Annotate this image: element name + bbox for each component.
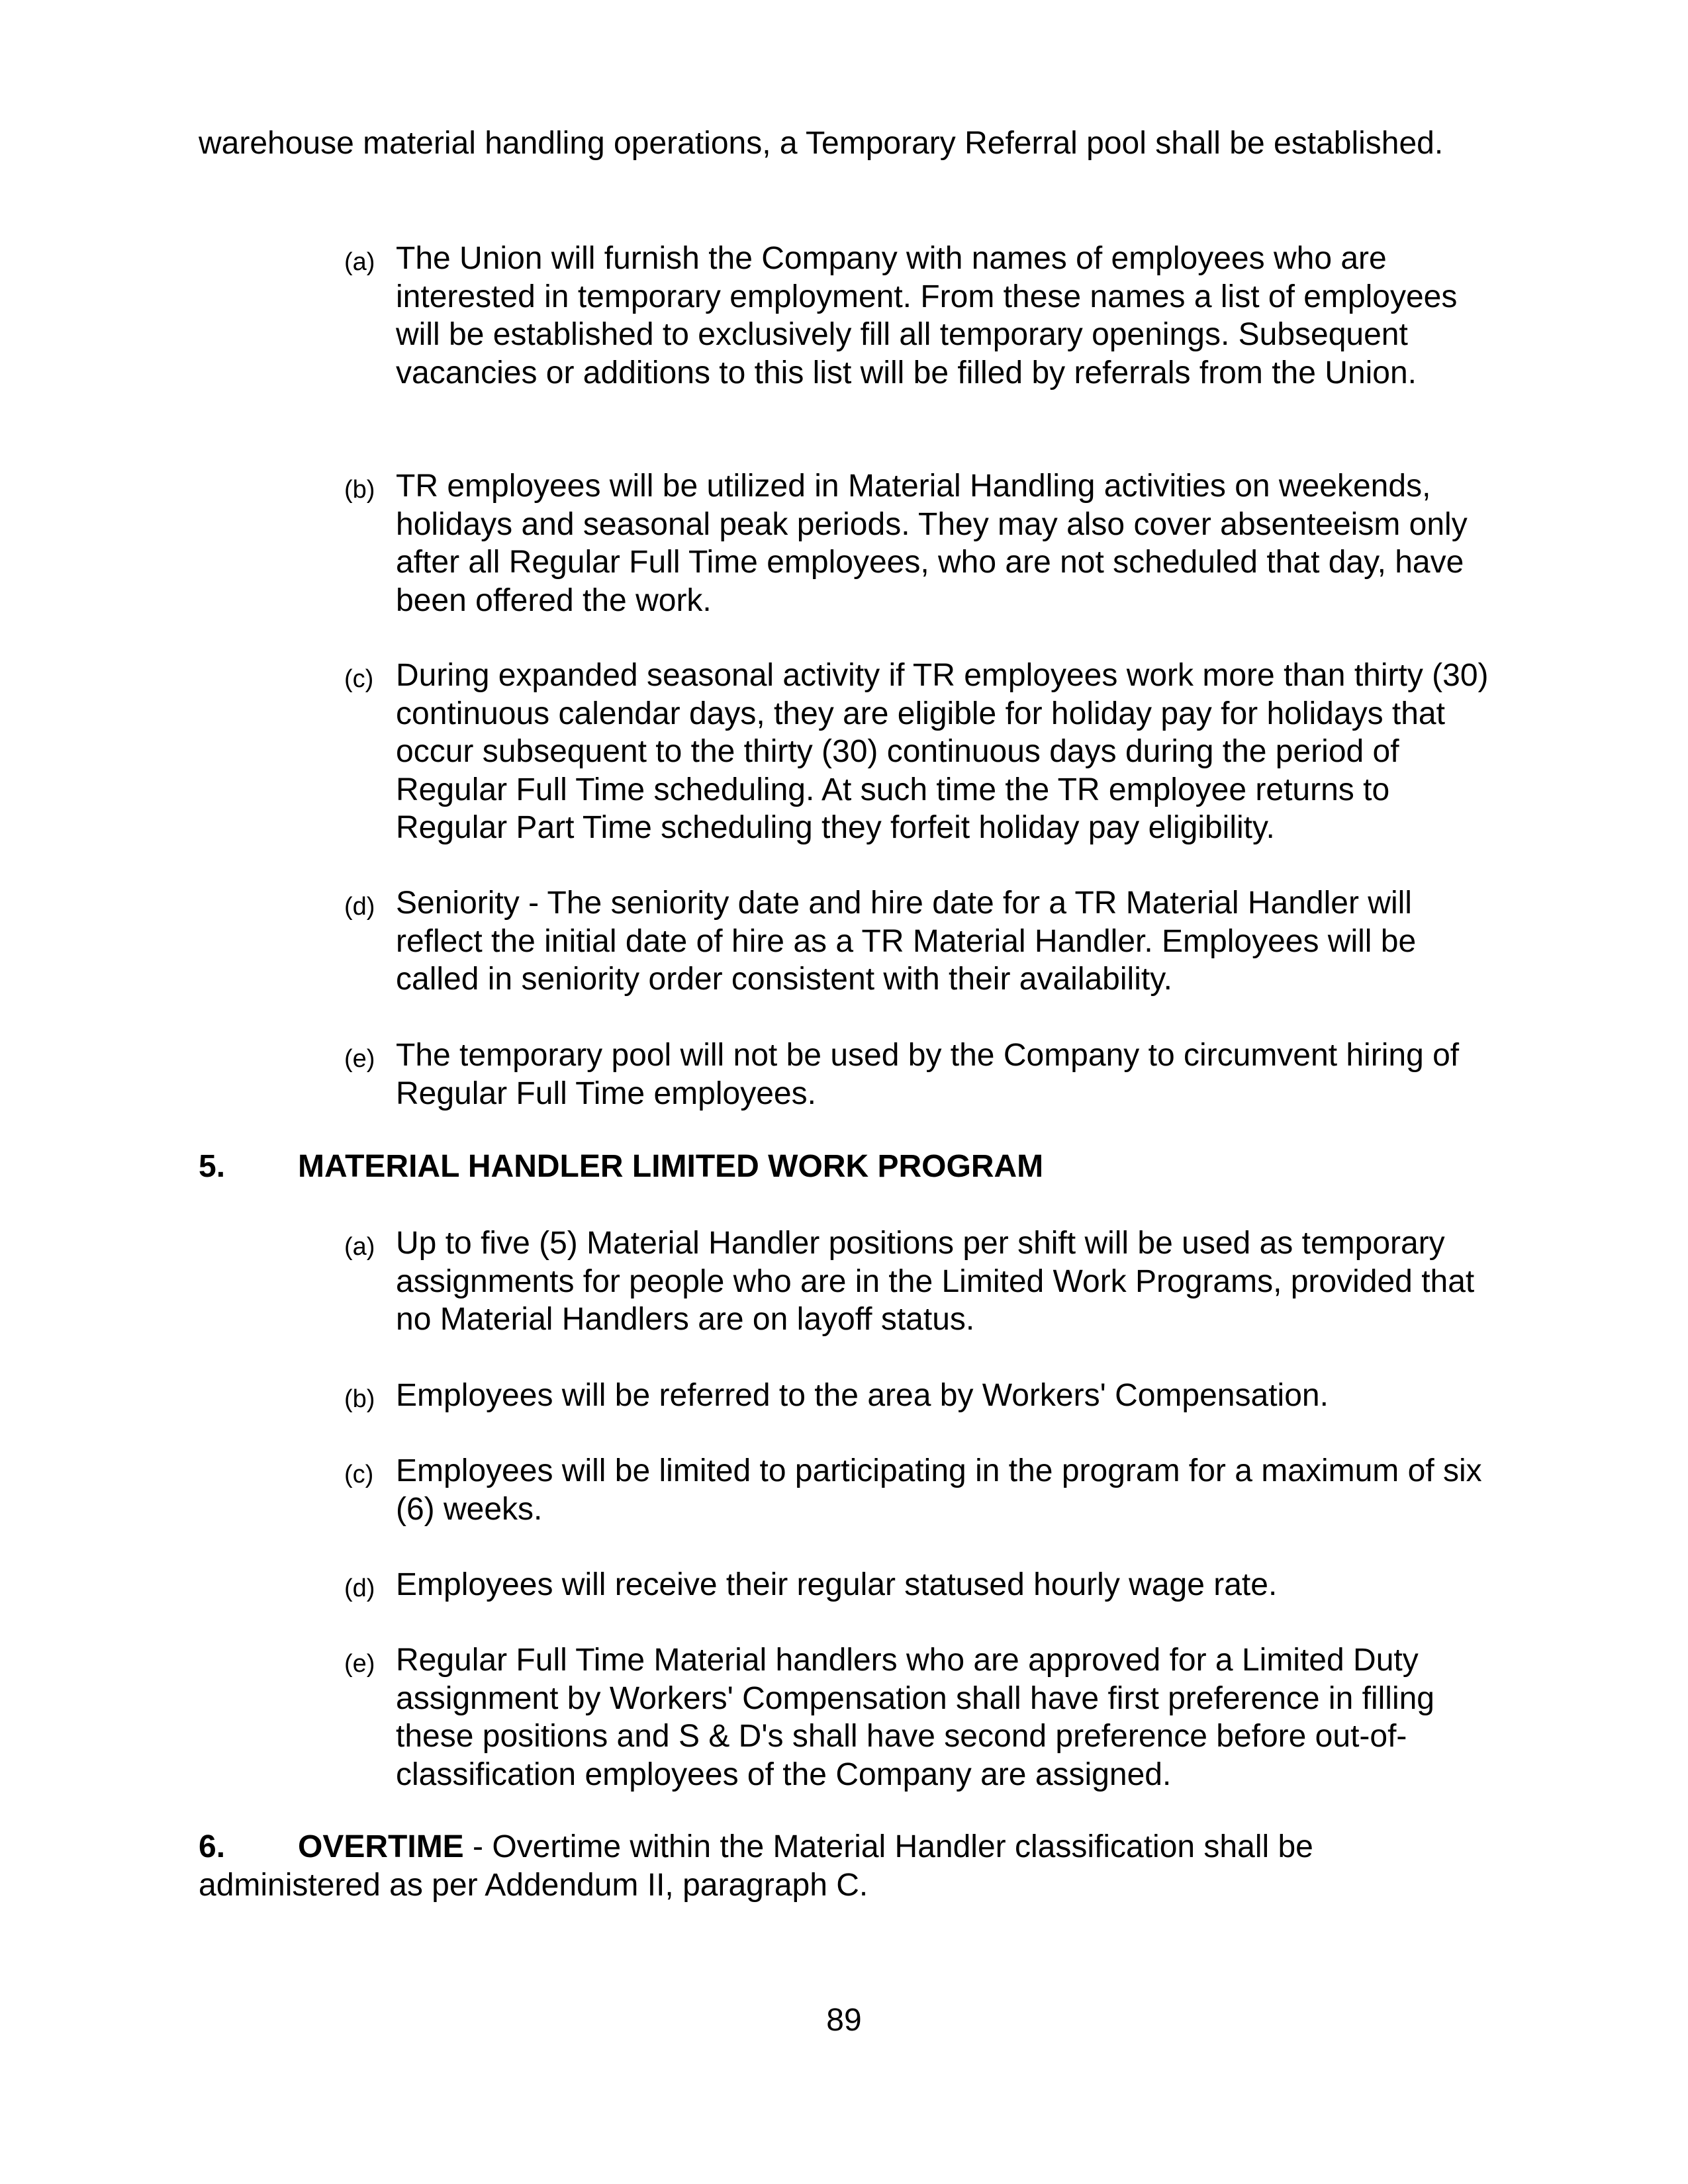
section-number: 5. — [199, 1149, 226, 1184]
intro-paragraph: warehouse material handling operations, a Temporary Referral pool shall be established. — [199, 126, 1444, 161]
list-item — [344, 240, 1496, 392]
item-text: Up to five (5) Material Handler positions per shift will be used as temporary assignments for people who are in the Limited Work Programs, provided that no Material Handlers are on layoff status. — [396, 1226, 1475, 1337]
section-title: MATERIAL HANDLER LIMITED WORK PROGRAM — [298, 1149, 1044, 1184]
list-item — [344, 467, 1496, 619]
item-text: Employees will be limited to participating in the program for a maximum of six (6) weeks. — [396, 1453, 1482, 1527]
section-heading — [199, 1148, 1489, 1186]
item-marker: (c) — [344, 1461, 374, 1488]
item-text: During expanded seasonal activity if TR employees work more than thirty (30) continuous calendar days, they are eligible for holiday pay for holidays that occur subsequent to the thirty (30) continuous days during the period of Regular Full Time scheduling. At such time the TR employee returns to Regular Part Time scheduling they forfeit holiday pay eligibility. — [396, 658, 1489, 845]
item-text: The temporary pool will not be used by the Company to circumvent hiring of Regular Full Time employees. — [396, 1038, 1460, 1111]
item-marker: (b) — [344, 476, 375, 504]
list-item — [344, 1641, 1496, 1794]
list-item — [344, 1452, 1496, 1528]
list-item — [344, 884, 1496, 999]
list-item — [344, 1224, 1496, 1339]
list-item — [344, 1377, 1496, 1415]
item-marker: (b) — [344, 1385, 375, 1413]
item-marker: (c) — [344, 665, 374, 693]
item-marker: (e) — [344, 1045, 375, 1073]
item-marker: (e) — [344, 1650, 375, 1678]
item-marker: (a) — [344, 248, 375, 276]
list-item — [344, 657, 1496, 847]
item-text: Seniority - The seniority date and hire date for a TR Material Handler will reflect the initial date of hire as a TR Material Handler. Employees will be called in seniority order consistent with their availability. — [396, 886, 1417, 997]
page-number: 89 — [826, 2003, 862, 2038]
item-marker: (d) — [344, 893, 375, 921]
section-title: OVERTIME — [298, 1829, 464, 1864]
item-text: TR employees will be utilized in Material Handling activities on weekends, holidays and seasonal peak periods. They may also cover absenteeism only after all Regular Full Time employees, who are not scheduled that day, have been offered the work. — [396, 469, 1468, 618]
section-number: 6. — [199, 1829, 226, 1864]
section-text: - Overtime within the Material Handler classification shall be administered as per Addendum II, paragraph C. — [199, 1829, 1313, 1903]
item-marker: (a) — [344, 1233, 375, 1261]
item-text: Employees will receive their regular statused hourly wage rate. — [396, 1567, 1278, 1602]
overtime-paragraph — [199, 1828, 1489, 1904]
item-text: Regular Full Time Material handlers who are approved for a Limited Duty assignment by Workers' Compensation shall have first preference in filling these positions and S & D's shall have second preference before out-of-classification employees of the Company are assigned. — [396, 1643, 1434, 1792]
item-marker: (d) — [344, 1574, 375, 1602]
list-item — [344, 1566, 1496, 1604]
item-text: The Union will furnish the Company with names of employees who are interested in temporary employment. From these names a list of employees will be established to exclusively fill all temporary openings. Subsequent vacancies or additions to this list will be filled by referrals from the Union. — [396, 241, 1458, 390]
item-text: Employees will be referred to the area by Workers' Compensation. — [396, 1378, 1329, 1413]
list-item — [344, 1036, 1496, 1113]
